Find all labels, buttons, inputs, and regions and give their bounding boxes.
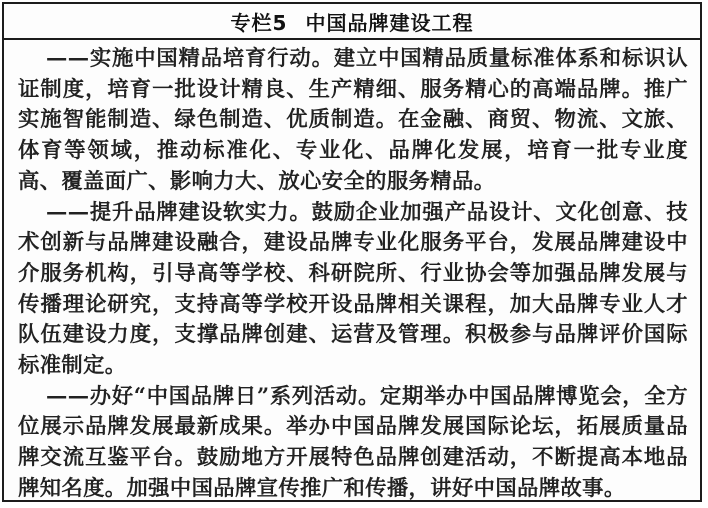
box-content xyxy=(4,40,700,505)
paragraph-text: ——提升品牌建设软实力。鼓励企业加强产品设计、文化创意、技术创新与品牌建设融合，建设品牌专业化服务平台，发展品牌建设中介服务机构，引导高等学校、科研院所、行业协会等加强品牌发展与传播理论研究，支持高等学校开设品牌相关课程，加大品牌专业人才队伍建设力度，支撑品牌创建、运营及管理。积极参与品牌评价国际标准制定。 xyxy=(18,199,688,379)
box-header xyxy=(4,4,700,40)
paragraph-brand-cultivation xyxy=(18,44,688,198)
paragraph-brand-day xyxy=(18,382,688,505)
box-title: 中国品牌建设工程 xyxy=(305,10,474,35)
paragraph-text: ——办好“中国品牌日”系列活动。定期举办中国品牌博览会，全方位展示品牌发展最新成果。举办中国品牌发展国际论坛，拓展质量品牌交流互鉴平台。鼓励地方开展特色品牌创建活动，不断提高本地品牌知名度。加强中国品牌宣传推广和传播，讲好中国品牌故事。 xyxy=(18,383,688,501)
box-label: 专栏5 xyxy=(230,10,288,35)
feature-box xyxy=(2,2,702,502)
paragraph-soft-power xyxy=(18,198,688,382)
paragraph-text: ——实施中国精品培育行动。建立中国精品质量标准体系和标识认证制度，培育一批设计精良、生产精细、服务精心的高端品牌。推广实施智能制造、绿色制造、优质制造。在金融、商贸、物流、文旅、体育等领域，推动标准化、专业化、品牌化发展，培育一批专业度高、覆盖面广、影响力大、放心安全的服务精品。 xyxy=(18,46,688,194)
